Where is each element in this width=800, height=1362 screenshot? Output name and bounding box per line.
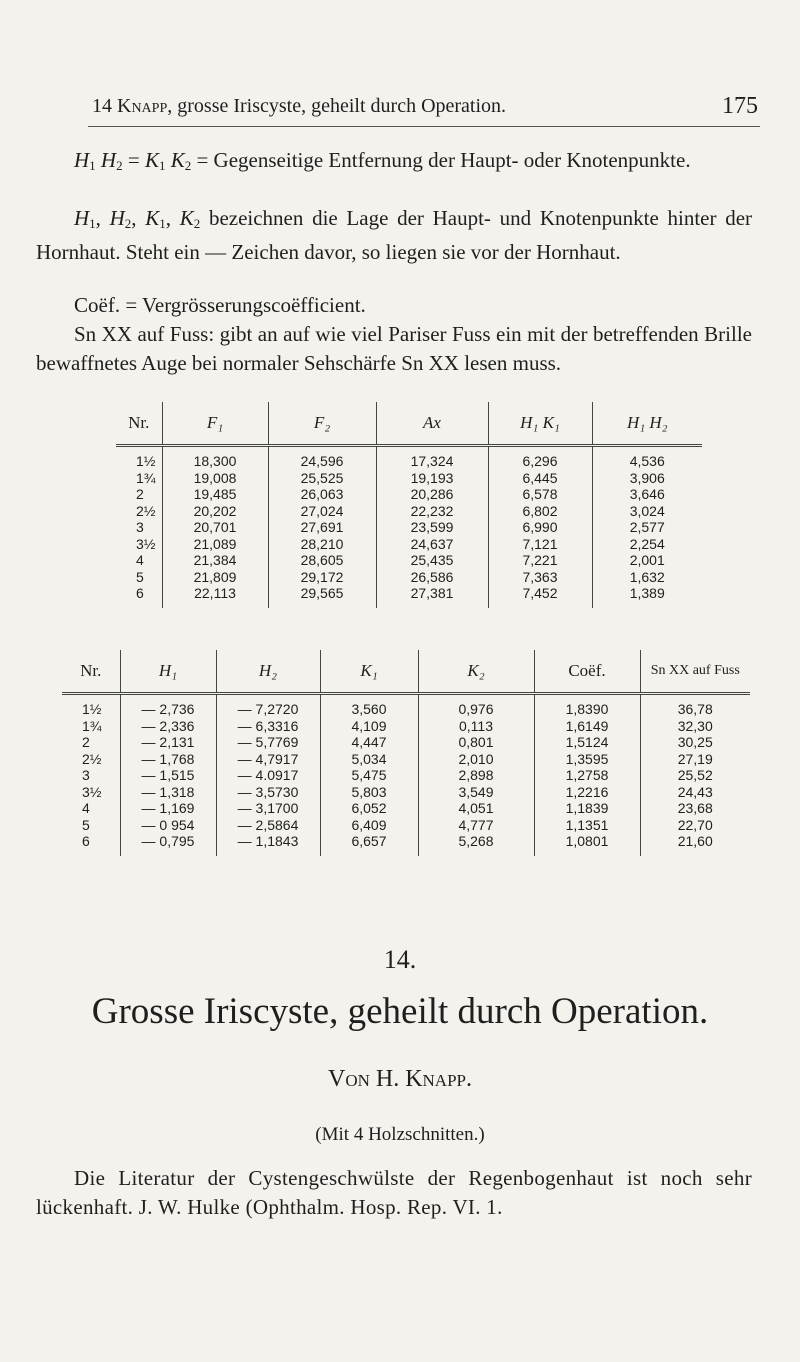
table-cell: 5 <box>62 817 120 834</box>
table-row <box>62 800 750 817</box>
table-cell: — 3,5730 <box>216 784 320 801</box>
table-cell: 4,447 <box>320 734 418 751</box>
table-cell: 20,286 <box>376 486 488 503</box>
table-cell: 32,30 <box>640 718 750 735</box>
table1-header-f2: F₂ <box>268 402 376 446</box>
table1-header-ax: Ax <box>376 402 488 446</box>
table-cell: 4,777 <box>418 817 534 834</box>
table-cell: — 2,131 <box>120 734 216 751</box>
table-cell: — 4.0917 <box>216 767 320 784</box>
table-cell: 20,701 <box>162 519 268 536</box>
table-cell: — 4,7917 <box>216 751 320 768</box>
table-cell: 21,809 <box>162 569 268 586</box>
table-cell: — 6,3316 <box>216 718 320 735</box>
table-cell: 1½ <box>116 446 162 470</box>
table-cell: 5,268 <box>418 833 534 856</box>
table-cell: 7,121 <box>488 536 592 553</box>
definition-paragraph-1: $H_1$ $H_2 = K_1$ $K_2$ = Gegenseitige Entfernung der Haupt- oder Knotenpunkte. <box>74 148 691 173</box>
table-cell: 26,063 <box>268 486 376 503</box>
table-row <box>116 486 702 503</box>
table-cell: 27,024 <box>268 503 376 520</box>
table-cell: 22,232 <box>376 503 488 520</box>
table-cell: 3½ <box>62 784 120 801</box>
table2-header-h2: H₂ <box>216 650 320 694</box>
table-cell: 29,172 <box>268 569 376 586</box>
table-cell: 2½ <box>116 503 162 520</box>
table-row <box>116 519 702 536</box>
table-cell: — 1,768 <box>120 751 216 768</box>
intro-paragraph: Die Literatur der Cystengeschwülste der Regenbogenhaut ist noch sehr lückenhaft. J. W. Hulke (Ophthalm. Hosp. Rep. VI. 1. <box>36 1166 752 1219</box>
table-cell: 6,445 <box>488 470 592 487</box>
table-cell: 1¾ <box>116 470 162 487</box>
table-cell: 6,409 <box>320 817 418 834</box>
table2-header-nr: Nr. <box>62 650 120 694</box>
table-cell: — 3,1700 <box>216 800 320 817</box>
table-cell: — 1,318 <box>120 784 216 801</box>
table-cell: 2,898 <box>418 767 534 784</box>
table2-header-coef: Coëf. <box>534 650 640 694</box>
table-cell: 2,577 <box>592 519 702 536</box>
running-head-title: 14 Knapp, grosse Iriscyste, geheilt durch Operation. <box>92 95 507 117</box>
table-cell: — 1,1843 <box>216 833 320 856</box>
table2-header-k1: K₁ <box>320 650 418 694</box>
table-cell: 6,990 <box>488 519 592 536</box>
table-cell: 7,221 <box>488 552 592 569</box>
table-cell: 3½ <box>116 536 162 553</box>
table-cell: 6,578 <box>488 486 592 503</box>
table-cell: 6,296 <box>488 446 592 470</box>
table-cell: 17,324 <box>376 446 488 470</box>
table-cell: — 2,336 <box>120 718 216 735</box>
table-cell: — 2,736 <box>120 694 216 718</box>
table-cell: 5,034 <box>320 751 418 768</box>
definition-paragraph-2: $H_1$, $H_2$, $K_1$, $K_2$ bezeichnen die Lage der Haupt- und Knotenpunkte hinter der Hornhaut. Steht ein — Zeichen davor, so liegen sie vor der Hornhaut. <box>36 206 753 264</box>
table-cell: 3,560 <box>320 694 418 718</box>
table-row <box>116 446 702 470</box>
table-cell: 6,052 <box>320 800 418 817</box>
table-cell: 6,802 <box>488 503 592 520</box>
section-title: Grosse Iriscyste, geheilt durch Operation. <box>91 991 709 1032</box>
table1-header-nr: Nr. <box>116 402 162 446</box>
table-cell: 27,691 <box>268 519 376 536</box>
table-cell: 28,210 <box>268 536 376 553</box>
table-row <box>116 536 702 553</box>
table-cell: 0,801 <box>418 734 534 751</box>
table-cell: 25,525 <box>268 470 376 487</box>
table-cell: 21,60 <box>640 833 750 856</box>
table-cell: 2,254 <box>592 536 702 553</box>
table-cell: 1,8390 <box>534 694 640 718</box>
running-head <box>92 95 758 125</box>
table-cell: 1,1351 <box>534 817 640 834</box>
table-cell: — 5,7769 <box>216 734 320 751</box>
table-cell: 19,008 <box>162 470 268 487</box>
table-cell: 3 <box>116 519 162 536</box>
table-cell: 1½ <box>62 694 120 718</box>
table-cell: 23,68 <box>640 800 750 817</box>
table-cell: 1,0801 <box>534 833 640 856</box>
section-number: 14. <box>383 945 417 974</box>
table-cell: — 2,5864 <box>216 817 320 834</box>
table-cell: 30,25 <box>640 734 750 751</box>
table-cell: 5,803 <box>320 784 418 801</box>
table-row <box>62 734 750 751</box>
table-cell: 4,051 <box>418 800 534 817</box>
table-cell: 2½ <box>62 751 120 768</box>
table-cell: 29,565 <box>268 585 376 608</box>
table-cell: 21,089 <box>162 536 268 553</box>
table-cell: 1,2216 <box>534 784 640 801</box>
table-cell: 4,536 <box>592 446 702 470</box>
table-cell: 6,657 <box>320 833 418 856</box>
table-cell: 19,485 <box>162 486 268 503</box>
table-cell: 0,113 <box>418 718 534 735</box>
table-cell: 23,599 <box>376 519 488 536</box>
table1-header-h1k1: H₁ K₁ <box>488 402 592 446</box>
table-cell: 5 <box>116 569 162 586</box>
table-cell: 2 <box>62 734 120 751</box>
optics-table-2 <box>62 650 750 856</box>
table-row <box>62 767 750 784</box>
table-cell: — 7,2720 <box>216 694 320 718</box>
table-cell: 18,300 <box>162 446 268 470</box>
table-cell: 28,605 <box>268 552 376 569</box>
table2-header-h1: H₁ <box>120 650 216 694</box>
table-row <box>116 585 702 608</box>
table1-header-h1h2: H₁ H₂ <box>592 402 702 446</box>
table-cell: 1,1839 <box>534 800 640 817</box>
table-cell: 2,001 <box>592 552 702 569</box>
table-row <box>62 718 750 735</box>
table-cell: — 0 954 <box>120 817 216 834</box>
table-cell: 26,586 <box>376 569 488 586</box>
table-cell: 19,193 <box>376 470 488 487</box>
table-cell: 3,646 <box>592 486 702 503</box>
table-cell: 1,6149 <box>534 718 640 735</box>
table-cell: — 1,169 <box>120 800 216 817</box>
table-cell: 1,5124 <box>534 734 640 751</box>
table2-header-k2: K₂ <box>418 650 534 694</box>
page-number: 175 <box>722 93 758 119</box>
table-cell: 7,363 <box>488 569 592 586</box>
table-row <box>116 470 702 487</box>
table-cell: 1¾ <box>62 718 120 735</box>
table-cell: 22,113 <box>162 585 268 608</box>
table-row <box>116 552 702 569</box>
table-row <box>116 569 702 586</box>
table-cell: 36,78 <box>640 694 750 718</box>
table-cell: 1,2758 <box>534 767 640 784</box>
definition-paragraph-4: Sn XX auf Fuss: gibt an auf wie viel Pariser Fuss ein mit der betreffenden Brille bewaffnetes Auge bei normaler Sehschärfe Sn XX lesen muss. <box>36 322 752 375</box>
table-cell: 1,3595 <box>534 751 640 768</box>
table-cell: 22,70 <box>640 817 750 834</box>
table-cell: 3,024 <box>592 503 702 520</box>
table-cell: 4 <box>116 552 162 569</box>
header-rule <box>88 126 760 127</box>
table-cell: 5,475 <box>320 767 418 784</box>
table2-header-sn-xx: Sn XX auf Fuss <box>640 650 750 694</box>
table-cell: 25,52 <box>640 767 750 784</box>
table-cell: 24,43 <box>640 784 750 801</box>
table-cell: 2,010 <box>418 751 534 768</box>
table-cell: 27,381 <box>376 585 488 608</box>
table-row <box>62 784 750 801</box>
table-row <box>116 503 702 520</box>
table-row <box>62 833 750 856</box>
section-note: (Mit 4 Holzschnitten.) <box>315 1124 485 1145</box>
table-cell: 2 <box>116 486 162 503</box>
table-cell: 6 <box>116 585 162 608</box>
table-cell: — 1,515 <box>120 767 216 784</box>
table-cell: 4 <box>62 800 120 817</box>
table-cell: 3,549 <box>418 784 534 801</box>
table-cell: 24,637 <box>376 536 488 553</box>
table-cell: 21,384 <box>162 552 268 569</box>
definition-paragraph-3: Coëf. = Vergrösserungscoëfficient. <box>74 293 366 317</box>
table1-header-f1: F₁ <box>162 402 268 446</box>
table-cell: 27,19 <box>640 751 750 768</box>
table-cell: 3 <box>62 767 120 784</box>
table-row <box>62 694 750 718</box>
table-row <box>62 751 750 768</box>
table-cell: 24,596 <box>268 446 376 470</box>
table-cell: 3,906 <box>592 470 702 487</box>
table-cell: 20,202 <box>162 503 268 520</box>
table-cell: 1,632 <box>592 569 702 586</box>
table-cell: 6 <box>62 833 120 856</box>
section-author: Von H. Knapp. <box>327 1066 472 1092</box>
optics-table-1 <box>116 402 702 608</box>
table-cell: 4,109 <box>320 718 418 735</box>
table-cell: — 0,795 <box>120 833 216 856</box>
table-cell: 0,976 <box>418 694 534 718</box>
table-cell: 1,389 <box>592 585 702 608</box>
table-cell: 25,435 <box>376 552 488 569</box>
table-row <box>62 817 750 834</box>
table-cell: 7,452 <box>488 585 592 608</box>
